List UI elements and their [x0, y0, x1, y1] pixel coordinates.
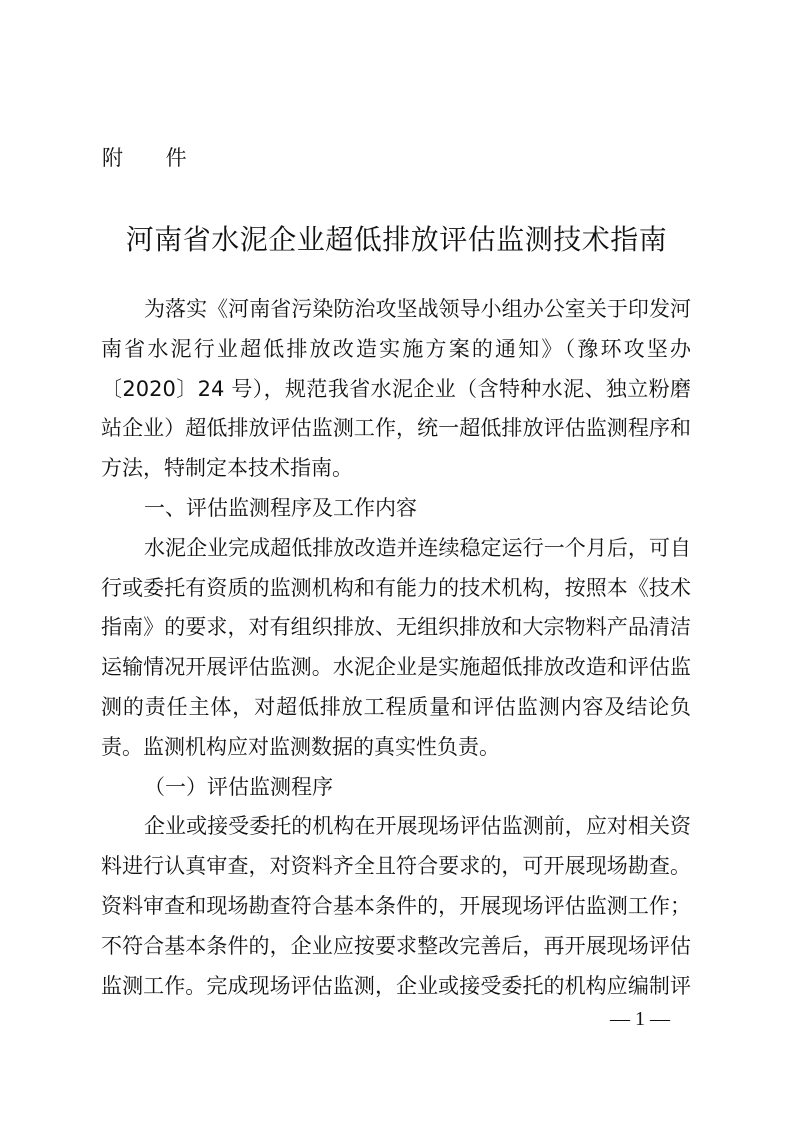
paragraph-line: 料进行认真审查，对资料齐全且符合要求的，可开展现场勘查。: [101, 854, 691, 879]
document-title: 河南省水泥企业超低排放评估监测技术指南: [125, 223, 668, 256]
attachment-label: 附 件: [102, 146, 205, 170]
paragraph-line: 〔2020〕24 号），规范我省水泥企业（含特种水泥、独立粉磨: [101, 376, 691, 401]
paragraph-line: 不符合基本条件的，企业应按要求整改完善后，再开展现场评估: [101, 933, 691, 958]
paragraph-line: 企业或接受委托的机构在开展现场评估监测前，应对相关资: [144, 814, 691, 839]
paragraph-line: 为落实《河南省污染防治攻坚战领导小组办公室关于印发河: [144, 297, 691, 321]
paragraph-line: 资料审查和现场勘查符合基本条件的，开展现场评估监测工作；: [101, 893, 691, 918]
paragraph-line: 责。监测机构应对监测数据的真实性负责。: [101, 734, 500, 759]
paragraph-line: 南省水泥行业超低排放改造实施方案的通知》（豫环攻坚办: [101, 336, 691, 361]
paragraph-line: 测的责任主体，对超低排放工程质量和评估监测内容及结论负: [101, 694, 691, 719]
paragraph-line: 运输情况开展评估监测。水泥企业是实施超低排放改造和评估监: [101, 655, 691, 680]
section-heading: （一）评估监测程序: [144, 774, 333, 799]
page-number: — 1 —: [610, 1008, 670, 1030]
paragraph-line: 监测工作。完成现场评估监测，企业或接受委托的机构应编制评: [101, 973, 691, 998]
paragraph-line: 行或委托有资质的监测机构和有能力的技术机构，按照本《技术: [101, 575, 691, 600]
paragraph-line: 方法，特制定本技术指南。: [101, 456, 353, 481]
document-body: [101, 290, 691, 1006]
paragraph-line: 指南》的要求，对有组织排放、无组织排放和大宗物料产品清洁: [101, 615, 691, 640]
paragraph-line: 水泥企业完成超低排放改造并连续稳定运行一个月后，可自: [144, 535, 691, 560]
paragraph-line: 站企业）超低排放评估监测工作，统一超低排放评估监测程序和: [101, 416, 691, 441]
section-heading: 一、评估监测程序及工作内容: [144, 495, 417, 520]
